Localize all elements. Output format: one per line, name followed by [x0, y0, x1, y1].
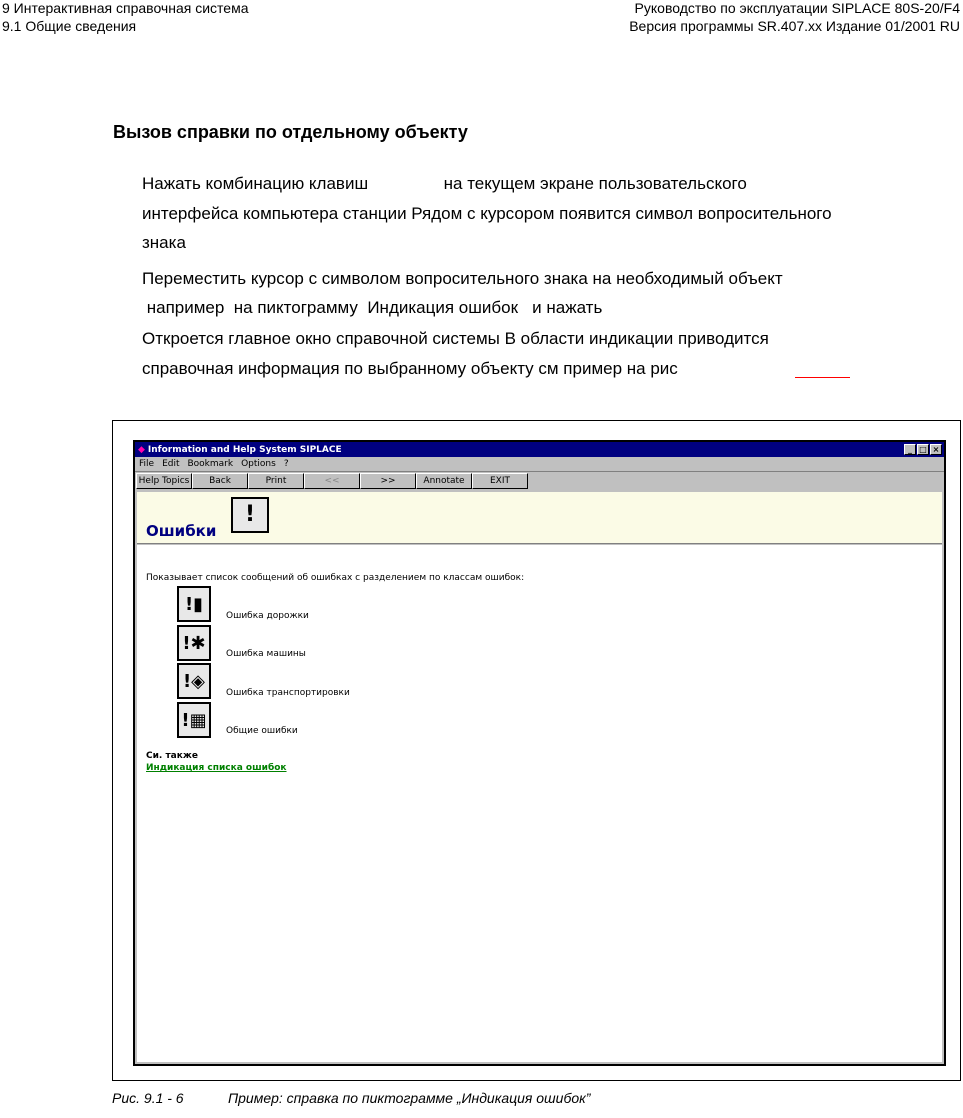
prev-button[interactable]: << [304, 473, 360, 489]
maximize-button[interactable]: □ [917, 444, 929, 455]
error-indicator-icon[interactable]: ! [231, 497, 269, 533]
close-button[interactable]: × [930, 444, 942, 455]
general-error-icon[interactable]: !▦ [177, 702, 211, 738]
exit-button[interactable]: EXIT [472, 473, 528, 489]
item-label: Ошибка дорожки [226, 611, 309, 621]
menu-options[interactable]: Options [241, 459, 276, 469]
menu-file[interactable]: File [139, 459, 155, 469]
item-label: Ошибка транспортировки [226, 688, 350, 698]
toolbar [135, 471, 944, 489]
paragraph-line: знака [142, 233, 186, 252]
title-bar [135, 442, 944, 457]
app-icon: ◆ [138, 444, 145, 455]
help-window [133, 440, 946, 1066]
menu-bookmark[interactable]: Bookmark [187, 459, 234, 469]
error-list-link[interactable]: Индикация списка ошибок [146, 763, 287, 773]
topic-header [137, 492, 942, 544]
paragraph-line: Нажать комбинацию клавиш на текущем экране пользовательского [142, 174, 747, 193]
paragraph-line: например на пиктограмму Индикация ошибок и нажать [142, 298, 603, 317]
next-button[interactable]: >> [360, 473, 416, 489]
header-chapter: 9 Интерактивная справочная система [2, 0, 249, 16]
item-label: Ошибка машины [226, 649, 306, 659]
figure-caption: Пример: справка по пиктограмме „Индикация ошибок” [228, 1090, 591, 1106]
header-section: 9.1 Общие сведения [2, 18, 137, 34]
menu-edit[interactable]: Edit [162, 459, 180, 469]
help-topics-button[interactable]: Help Topics [136, 473, 192, 489]
menu-help[interactable]: ? [283, 459, 289, 469]
print-button[interactable]: Print [248, 473, 304, 489]
topic-title: Ошибки [146, 522, 217, 540]
transport-error-icon[interactable]: !◈ [177, 663, 211, 699]
topic-content [137, 545, 942, 1062]
paragraph-line: Откроется главное окно справочной системы В области индикации приводится [142, 329, 769, 348]
annotate-button[interactable]: Annotate [416, 473, 472, 489]
intro-text: Показывает список сообщений об ошибках с разделением по классам ошибок: [146, 573, 525, 583]
window-title: Information and Help System SIPLACE [147, 444, 342, 455]
item-label: Общие ошибки [226, 726, 298, 736]
see-also-label: Си. также [146, 751, 198, 761]
paragraph-line: Переместить курсор с символом вопросительного знака на необходимый объект [142, 269, 783, 288]
figure-number: Рис. 9.1 - 6 [112, 1090, 184, 1106]
header-manual: Руководство по эксплуатации SIPLACE 80S-20/F4 [634, 0, 960, 16]
back-button[interactable]: Back [192, 473, 248, 489]
menu-bar [135, 457, 944, 471]
paragraph-line: интерфейса компьютера станции Рядом с курсором появится символ вопросительного [142, 204, 832, 223]
header-version: Версия программы SR.407.xx Издание 01/2001 RU [629, 18, 960, 34]
minimize-button[interactable]: _ [904, 444, 916, 455]
track-error-icon[interactable]: !▮ [177, 586, 211, 622]
paragraph-line: справочная информация по выбранному объекту см пример на рис [142, 359, 678, 378]
section-heading: Вызов справки по отдельному объекту [113, 122, 468, 142]
machine-error-icon[interactable]: !✱ [177, 625, 211, 661]
figure-reference-link[interactable] [795, 377, 850, 378]
